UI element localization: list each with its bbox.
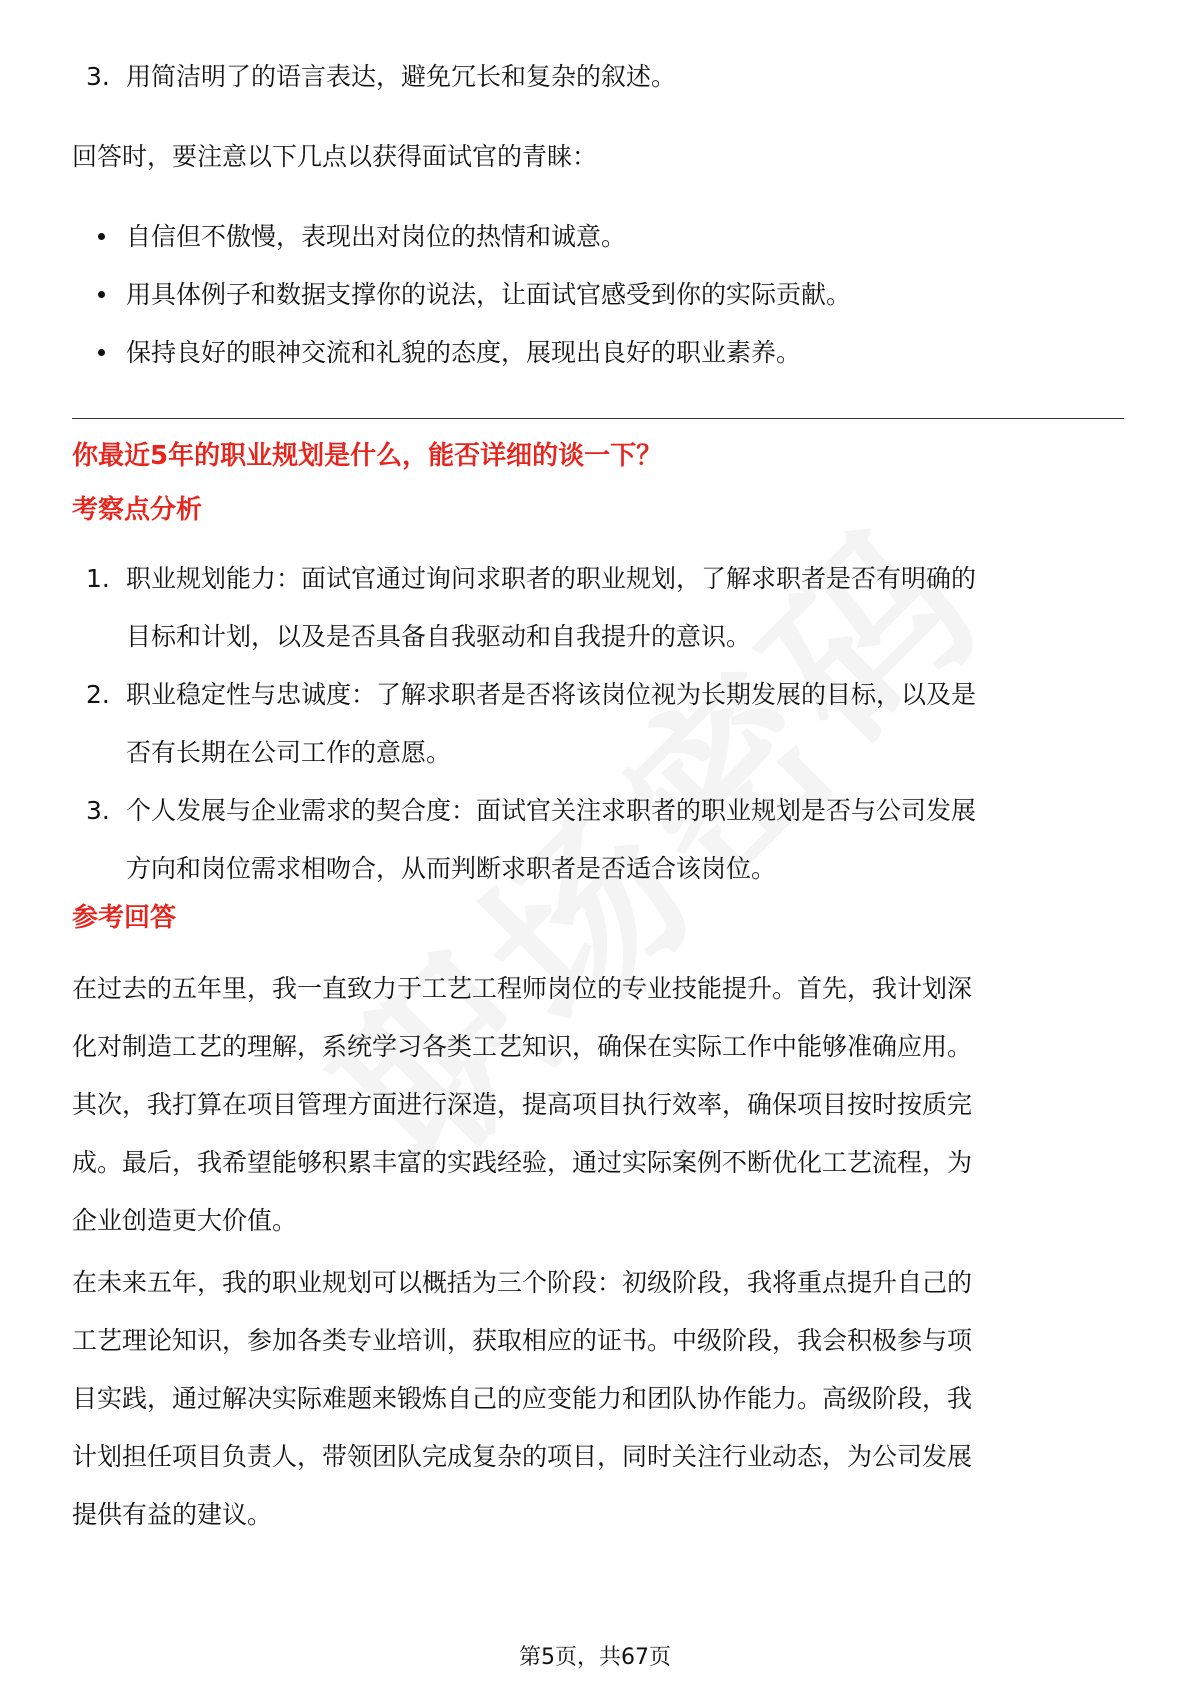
tips-list: [72, 208, 1124, 382]
list-text-line: 职业规划能力：面试官通过询问求职者的职业规划，了解求职者是否有明确的: [126, 564, 977, 593]
list-item: [72, 550, 1124, 666]
list-number: 3.: [86, 62, 110, 91]
list-item: [72, 208, 1124, 266]
document-page: [72, 0, 1124, 1684]
list-text-line: 方向和岗位需求相吻合，从而判断求职者是否适合该岗位。: [126, 854, 777, 883]
list-item: [72, 666, 1124, 782]
text-line: 其次，我打算在项目管理方面进行深造，提高项目执行效率，确保项目按时按质完: [72, 1090, 973, 1119]
answer-paragraph-1: [72, 960, 1124, 1250]
text-line: 化对制造工艺的理解，系统学习各类工艺知识，确保在实际工作中能够准确应用。: [72, 1032, 973, 1061]
text-line: 工艺理论知识，参加各类专业培训，获取相应的证书。中级阶段，我会积极参与项: [72, 1326, 973, 1355]
list-text-line: 个人发展与企业需求的契合度：面试官关注求职者的职业规划是否与公司发展: [126, 796, 977, 825]
list-text: 保持良好的眼神交流和礼貌的态度，展现出良好的职业素养。: [126, 338, 802, 367]
analysis-list: [72, 550, 1124, 898]
text-line: 企业创造更大价值。: [72, 1206, 298, 1235]
list-text: 自信但不傲慢，表现出对岗位的热情和诚意。: [126, 222, 627, 251]
bullet-icon: [98, 266, 105, 324]
list-text-line: 目标和计划，以及是否具备自我驱动和自我提升的意识。: [126, 622, 752, 651]
text-line: 在过去的五年里，我一直致力于工艺工程师岗位的专业技能提升。首先，我计划深: [72, 974, 973, 1003]
text-line: 在未来五年，我的职业规划可以概括为三个阶段：初级阶段，我将重点提升自己的: [72, 1268, 973, 1297]
text-line: 计划担任项目负责人，带领团队完成复杂的项目，同时关注行业动态，为公司发展: [72, 1442, 973, 1471]
bullet-icon: [98, 324, 105, 382]
list-number: 3.: [86, 796, 110, 825]
list-item: [72, 266, 1124, 324]
text-line: 成。最后，我希望能够积累丰富的实践经验，通过实际案例不断优化工艺流程，为: [72, 1148, 973, 1177]
answer-paragraph-2: [72, 1254, 1124, 1544]
list-text-line: 职业稳定性与忠诚度：了解求职者是否将该岗位视为长期发展的目标，以及是: [126, 680, 977, 709]
bullet-icon: [98, 208, 105, 266]
list-item: [72, 324, 1124, 382]
list-number: 2.: [86, 680, 110, 709]
list-text: 用具体例子和数据支撑你的说法，让面试官感受到你的实际贡献。: [126, 280, 852, 309]
list-number: 1.: [86, 564, 110, 593]
list-item: [72, 782, 1124, 898]
intro-text: 回答时，要注意以下几点以获得面试官的青睐：: [72, 142, 598, 171]
list-item: [72, 48, 1124, 106]
list-text: 用简洁明了的语言表达，避免冗长和复杂的叙述。: [126, 62, 677, 91]
list-text-line: 否有长期在公司工作的意愿。: [126, 738, 452, 767]
question-heading: 你最近5年的职业规划是什么，能否详细的谈一下？: [72, 441, 663, 471]
text-line: 目实践，通过解决实际难题来锻炼自己的应变能力和团队协作能力。高级阶段，我: [72, 1384, 973, 1413]
divider: [72, 418, 1124, 419]
analysis-heading: 考察点分析: [72, 495, 203, 525]
text-line: 提供有益的建议。: [72, 1500, 273, 1529]
answer-heading: 参考回答: [72, 903, 177, 933]
page-footer: 第5页，共67页: [519, 1645, 671, 1670]
